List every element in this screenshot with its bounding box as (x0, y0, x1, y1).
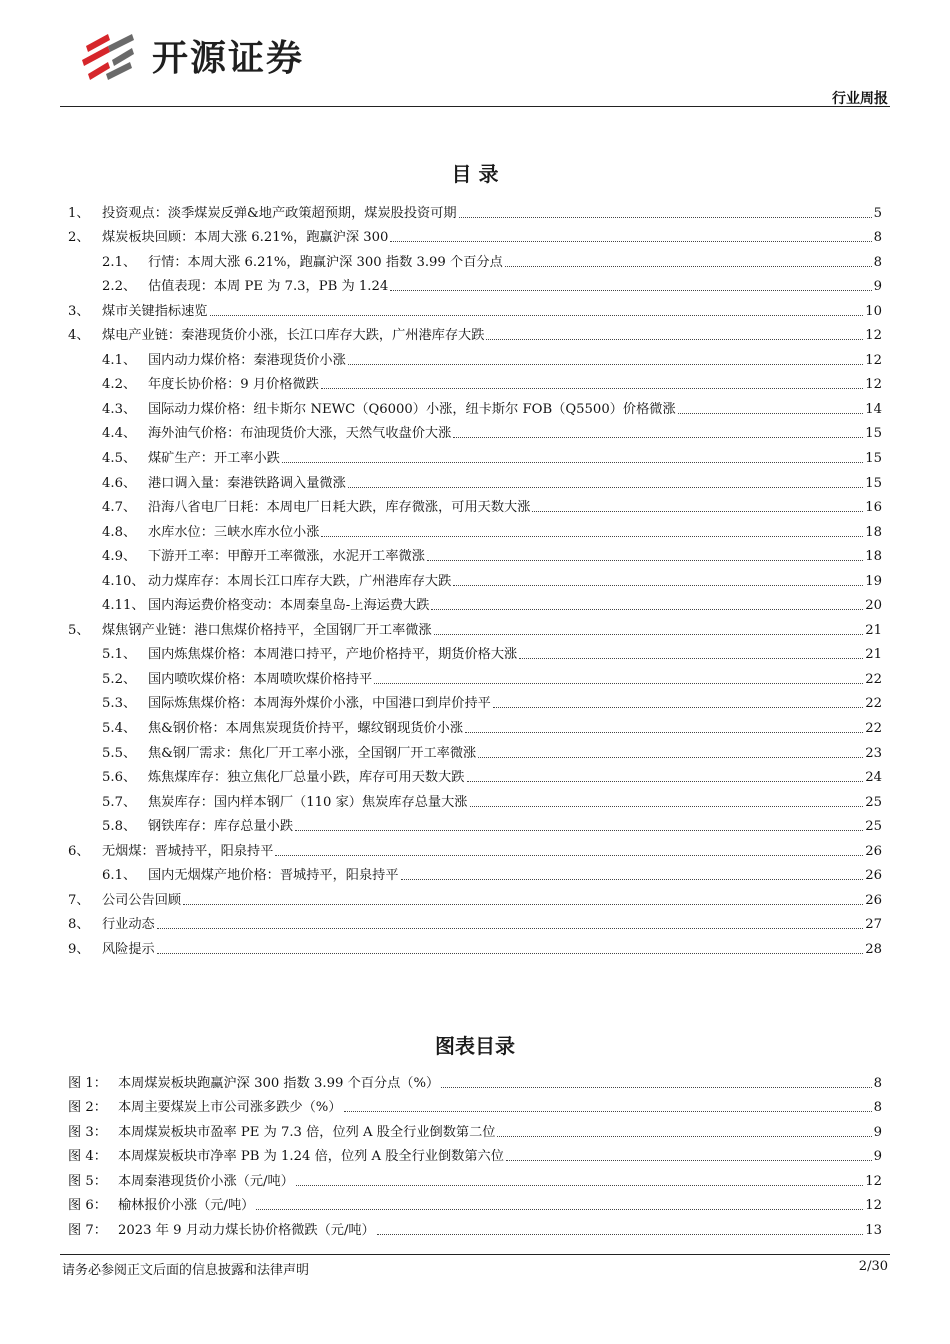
figure-dot-leader (377, 1234, 863, 1235)
toc-dot-leader (465, 732, 863, 733)
toc-entry-page: 22 (865, 671, 882, 687)
page-number: 2/30 (858, 1259, 888, 1274)
toc-entry-page: 8 (873, 254, 882, 270)
toc-entry-page: 20 (865, 598, 882, 614)
toc-entry[interactable] (68, 591, 882, 616)
footer-divider (60, 1254, 890, 1255)
toc-entry[interactable] (68, 910, 882, 935)
toc-entry[interactable] (68, 321, 882, 346)
toc-entry-page: 12 (865, 377, 882, 393)
toc-entry-title: 煤焦钢产业链：港口焦煤价格持平，全国钢厂开工率微涨 (102, 622, 432, 638)
toc-dot-leader (678, 413, 864, 414)
toc-dot-leader (295, 830, 863, 831)
toc-entry-title: 估值表现：本周 PE 为 7.3，PB 为 1.24 (148, 279, 389, 295)
toc-entry[interactable] (68, 198, 882, 223)
toc-dot-leader (390, 290, 871, 291)
toc-entry-page: 22 (865, 696, 882, 712)
toc-entry-number: 4.2、 (102, 377, 137, 393)
toc-entry-number: 5.5、 (102, 745, 137, 761)
toc-entry-title: 行情：本周大涨 6.21%，跑赢沪深 300 指数 3.99 个百分点 (148, 254, 503, 270)
figure-entry-number: 图 7： (68, 1222, 107, 1238)
figure-entry-page: 12 (865, 1173, 882, 1189)
toc-entry-title: 国际炼焦煤价格：本周海外煤价小涨，中国港口到岸价持平 (148, 696, 491, 712)
figure-dot-leader (441, 1087, 871, 1088)
toc-dot-leader (321, 536, 863, 537)
header-divider (60, 106, 890, 107)
figure-list (68, 1068, 882, 1240)
toc-entry-page: 16 (865, 500, 882, 516)
toc-dot-leader (401, 879, 864, 880)
toc-entry-title: 国内海运费价格变动：本周秦皇岛-上海运费大跌 (148, 598, 430, 614)
toc-dot-leader (467, 781, 864, 782)
toc-entry-page: 9 (873, 279, 882, 295)
toc-dot-leader (431, 609, 863, 610)
toc-entry-page: 15 (865, 475, 882, 491)
figure-entry[interactable] (68, 1117, 882, 1142)
toc-entry-title: 年度长协价格：9 月价格微跌 (148, 377, 319, 393)
toc-entry-page: 12 (865, 352, 882, 368)
toc-entry-title: 下游开工率：甲醇开工率微涨，水泥开工率微涨 (148, 549, 425, 565)
toc-dot-leader (348, 364, 863, 365)
toc-entry-number: 5.8、 (102, 819, 137, 835)
toc-entry-title: 港口调入量：秦港铁路调入量微涨 (148, 475, 346, 491)
figure-dot-leader (506, 1160, 872, 1161)
toc-entry-number: 2、 (68, 230, 90, 246)
toc-entry-page: 19 (865, 573, 882, 589)
toc-entry-page: 15 (865, 451, 882, 467)
toc-entry-page: 18 (865, 524, 882, 540)
toc-entry[interactable] (68, 296, 882, 321)
toc-entry-page: 26 (865, 892, 882, 908)
toc-entry-page: 21 (865, 622, 882, 638)
toc-entry[interactable] (68, 370, 882, 395)
figure-entry[interactable] (68, 1068, 882, 1093)
toc-entry-title: 公司公告回顾 (102, 892, 182, 908)
toc-entry[interactable] (68, 493, 882, 518)
figure-entry-number: 图 4： (68, 1149, 107, 1164)
toc-entry-page: 22 (865, 721, 882, 737)
toc-entry-title: 无烟煤：晋城持平，阳泉持平 (102, 843, 274, 859)
toc-entry-title: 风险提示 (102, 941, 155, 957)
toc-entry[interactable] (68, 443, 882, 468)
logo-text: 开源证券 (152, 37, 305, 79)
toc-entry-page: 12 (865, 328, 882, 344)
figure-entry-number: 图 1： (68, 1075, 107, 1091)
report-type-label: 行业周报 (832, 91, 888, 107)
figure-entry[interactable] (68, 1093, 882, 1118)
figure-entry-page: 9 (873, 1124, 882, 1140)
toc-entry-number: 8、 (68, 917, 90, 933)
figure-entry-page: 12 (865, 1198, 882, 1213)
toc-dot-leader (486, 339, 863, 340)
toc-entry-title: 炼焦煤库存：独立焦化厂总量小跌，库存可用天数大跌 (148, 770, 465, 786)
toc-entry-page: 15 (865, 426, 882, 442)
toc-entry-title: 钢铁库存：库存总量小跌 (148, 819, 294, 835)
figure-entry-page: 8 (873, 1075, 882, 1091)
toc-entry-page: 5 (873, 205, 882, 221)
toc-entry-title: 国内喷吹煤价格：本周喷吹煤价格持平 (148, 671, 373, 687)
toc-entry-page: 18 (865, 549, 882, 565)
toc-dot-leader (505, 266, 872, 267)
toc-entry-number: 4.9、 (102, 549, 137, 565)
toc-entry-title: 国内炼焦煤价格：本周港口持平，产地价格持平，期货价格大涨 (148, 647, 518, 663)
toc-dot-leader (348, 487, 863, 488)
toc-entry-title: 煤市关键指标速览 (102, 303, 208, 319)
toc-entry-number: 5.1、 (102, 647, 137, 663)
toc-dot-leader (390, 241, 871, 242)
figure-dot-leader (256, 1209, 863, 1210)
figure-dot-leader (296, 1185, 863, 1186)
toc-entry-title: 海外油气价格：布油现货价大涨，天然气收盘价大涨 (148, 426, 452, 442)
toc-entry-number: 4、 (68, 328, 90, 344)
figure-entry[interactable] (68, 1191, 882, 1216)
toc-entry-page: 28 (865, 941, 882, 957)
table-of-contents (68, 198, 882, 959)
toc-dot-leader (374, 683, 863, 684)
toc-entry[interactable] (68, 787, 882, 812)
figure-entry-title: 本周秦港现货价小涨（元/吨） (118, 1173, 294, 1189)
figure-entry[interactable] (68, 1142, 882, 1167)
toc-entry-page: 25 (865, 819, 882, 835)
toc-entry-title: 国内动力煤价格：秦港现货价小涨 (148, 352, 346, 368)
toc-entry[interactable] (68, 566, 882, 591)
toc-entry[interactable] (68, 272, 882, 297)
toc-entry-number: 4.10、 (102, 573, 145, 589)
toc-entry[interactable] (68, 713, 882, 738)
toc-dot-leader (183, 904, 863, 905)
toc-entry-title: 焦炭库存：国内样本钢厂（110 家）焦炭库存总量大涨 (148, 794, 468, 810)
toc-dot-leader (453, 437, 863, 438)
figure-dot-leader (497, 1136, 871, 1137)
footer-disclaimer: 请务必参阅正文后面的信息披露和法律声明 (62, 1263, 310, 1278)
toc-entry-title: 沿海八省电厂日耗：本周电厂日耗大跌，库存微涨，可用天数大涨 (148, 500, 531, 516)
toc-entry-number: 7、 (68, 892, 90, 908)
toc-entry-title: 煤炭板块回顾：本周大涨 6.21%，跑赢沪深 300 (102, 230, 389, 246)
toc-dot-leader (321, 388, 863, 389)
toc-entry-title: 国际动力煤价格：纽卡斯尔 NEWC（Q6000）小涨，纽卡斯尔 FOB（Q5500）价格微涨 (148, 401, 676, 417)
toc-entry-page: 10 (865, 303, 882, 319)
toc-entry-number: 2.2、 (102, 279, 137, 295)
toc-entry-number: 5、 (68, 622, 90, 638)
toc-entry-page: 21 (865, 647, 882, 663)
toc-entry-number: 4.8、 (102, 524, 137, 540)
figure-entry-title: 本周主要煤炭上市公司涨多跌少（%） (118, 1100, 342, 1115)
figure-entry-page: 8 (873, 1100, 882, 1115)
toc-dot-leader (493, 707, 863, 708)
toc-entry-number: 4.3、 (102, 401, 137, 417)
toc-entry-number: 6.1、 (102, 868, 137, 884)
toc-entry-number: 5.6、 (102, 770, 137, 786)
toc-entry-page: 23 (865, 745, 882, 761)
toc-entry-page: 24 (865, 770, 882, 786)
toc-entry[interactable] (68, 419, 882, 444)
toc-entry-page: 14 (865, 401, 882, 417)
toc-entry[interactable] (68, 836, 882, 861)
toc-dot-leader (519, 658, 863, 659)
figure-entry-page: 9 (873, 1149, 882, 1164)
figure-entry-number: 图 6： (68, 1198, 107, 1213)
toc-entry[interactable] (68, 223, 882, 248)
toc-entry[interactable] (68, 689, 882, 714)
figure-entry-title: 榆林报价小涨（元/吨） (118, 1198, 255, 1213)
toc-entry-page: 26 (865, 843, 882, 859)
page-header (0, 0, 950, 110)
toc-entry-number: 3、 (68, 303, 90, 319)
toc-entry-title: 国内无烟煤产地价格：晋城持平，阳泉持平 (148, 868, 399, 884)
toc-entry[interactable] (68, 247, 882, 272)
figure-entry-number: 图 2： (68, 1100, 107, 1115)
toc-entry-title: 焦&钢价格：本周焦炭现货价持平，螺纹钢现货价小涨 (148, 721, 464, 737)
toc-entry-title: 水库水位：三峡水库水位小涨 (148, 524, 320, 540)
toc-entry-page: 26 (865, 868, 882, 884)
toc-entry[interactable] (68, 861, 882, 886)
toc-entry[interactable] (68, 812, 882, 837)
toc-dot-leader (532, 511, 863, 512)
toc-entry[interactable] (68, 763, 882, 788)
toc-dot-leader (478, 757, 863, 758)
toc-entry-page: 25 (865, 794, 882, 810)
toc-entry-title: 动力煤库存：本周长江口库存大跌，广州港库存大跌 (148, 573, 452, 589)
figure-entry-title: 2023 年 9 月动力煤长协价格微跌（元/吨） (118, 1222, 375, 1238)
toc-entry[interactable] (68, 517, 882, 542)
toc-entry-title: 煤矿生产：开工率小跌 (148, 451, 280, 467)
toc-dot-leader (427, 560, 863, 561)
toc-entry-number: 4.6、 (102, 475, 137, 491)
figure-entry-title: 本周煤炭板块市净率 PB 为 1.24 倍，位列 A 股全行业倒数第六位 (118, 1149, 504, 1164)
toc-entry-number: 5.2、 (102, 671, 137, 687)
toc-entry[interactable] (68, 664, 882, 689)
figure-entry[interactable] (68, 1215, 882, 1240)
figure-entry-title: 本周煤炭板块市盈率 PE 为 7.3 倍，位列 A 股全行业倒数第二位 (118, 1124, 496, 1140)
toc-entry[interactable] (68, 934, 882, 959)
toc-entry-number: 5.3、 (102, 696, 137, 712)
toc-entry-title: 行业动态 (102, 917, 155, 933)
toc-dot-leader (459, 217, 872, 218)
toc-entry-number: 4.5、 (102, 451, 137, 467)
toc-entry-number: 4.11、 (102, 598, 145, 614)
figure-entry-title: 本周煤炭板块跑赢沪深 300 指数 3.99 个百分点（%） (118, 1075, 440, 1091)
toc-entry-number: 6、 (68, 843, 90, 859)
toc-dot-leader (434, 634, 864, 635)
toc-dot-leader (157, 953, 863, 954)
toc-entry-number: 4.4、 (102, 426, 137, 442)
toc-entry-title: 投资观点：淡季煤炭反弹&地产政策超预期，煤炭股投资可期 (102, 205, 457, 221)
figure-entry-page: 13 (865, 1222, 882, 1238)
toc-entry-page: 27 (865, 917, 882, 933)
toc-entry[interactable] (68, 640, 882, 665)
figure-dot-leader (344, 1111, 872, 1112)
toc-entry[interactable] (68, 394, 882, 419)
toc-dot-leader (453, 585, 863, 586)
toc-entry-page: 8 (873, 230, 882, 246)
figure-entry-number: 图 3： (68, 1124, 107, 1140)
figure-entry-number: 图 5： (68, 1173, 107, 1189)
toc-entry-number: 2.1、 (102, 254, 137, 270)
company-logo-icon (78, 26, 136, 84)
toc-entry[interactable] (68, 885, 882, 910)
toc-entry-number: 9、 (68, 941, 90, 957)
toc-dot-leader (470, 806, 864, 807)
toc-entry-number: 4.1、 (102, 352, 137, 368)
toc-entry[interactable] (68, 738, 882, 763)
figure-entry[interactable] (68, 1166, 882, 1191)
toc-entry[interactable] (68, 615, 882, 640)
toc-entry-number: 4.7、 (102, 500, 137, 516)
toc-dot-leader (282, 462, 863, 463)
toc-dot-leader (210, 315, 864, 316)
toc-entry[interactable] (68, 542, 882, 567)
toc-entry[interactable] (68, 468, 882, 493)
toc-entry-number: 1、 (68, 205, 90, 221)
company-logo (78, 26, 304, 84)
toc-entry-title: 煤电产业链：秦港现货价小涨，长江口库存大跌，广州港库存大跌 (102, 328, 485, 344)
toc-title: 目 录 (451, 162, 499, 186)
toc-entry-number: 5.7、 (102, 794, 137, 810)
toc-entry[interactable] (68, 345, 882, 370)
toc-entry-title: 焦&钢厂需求：焦化厂开工率小涨，全国钢厂开工率微涨 (148, 745, 477, 761)
toc-dot-leader (157, 928, 863, 929)
toc-dot-leader (275, 855, 863, 856)
figure-list-title: 图表目录 (435, 1034, 515, 1058)
toc-entry-number: 5.4、 (102, 721, 137, 737)
